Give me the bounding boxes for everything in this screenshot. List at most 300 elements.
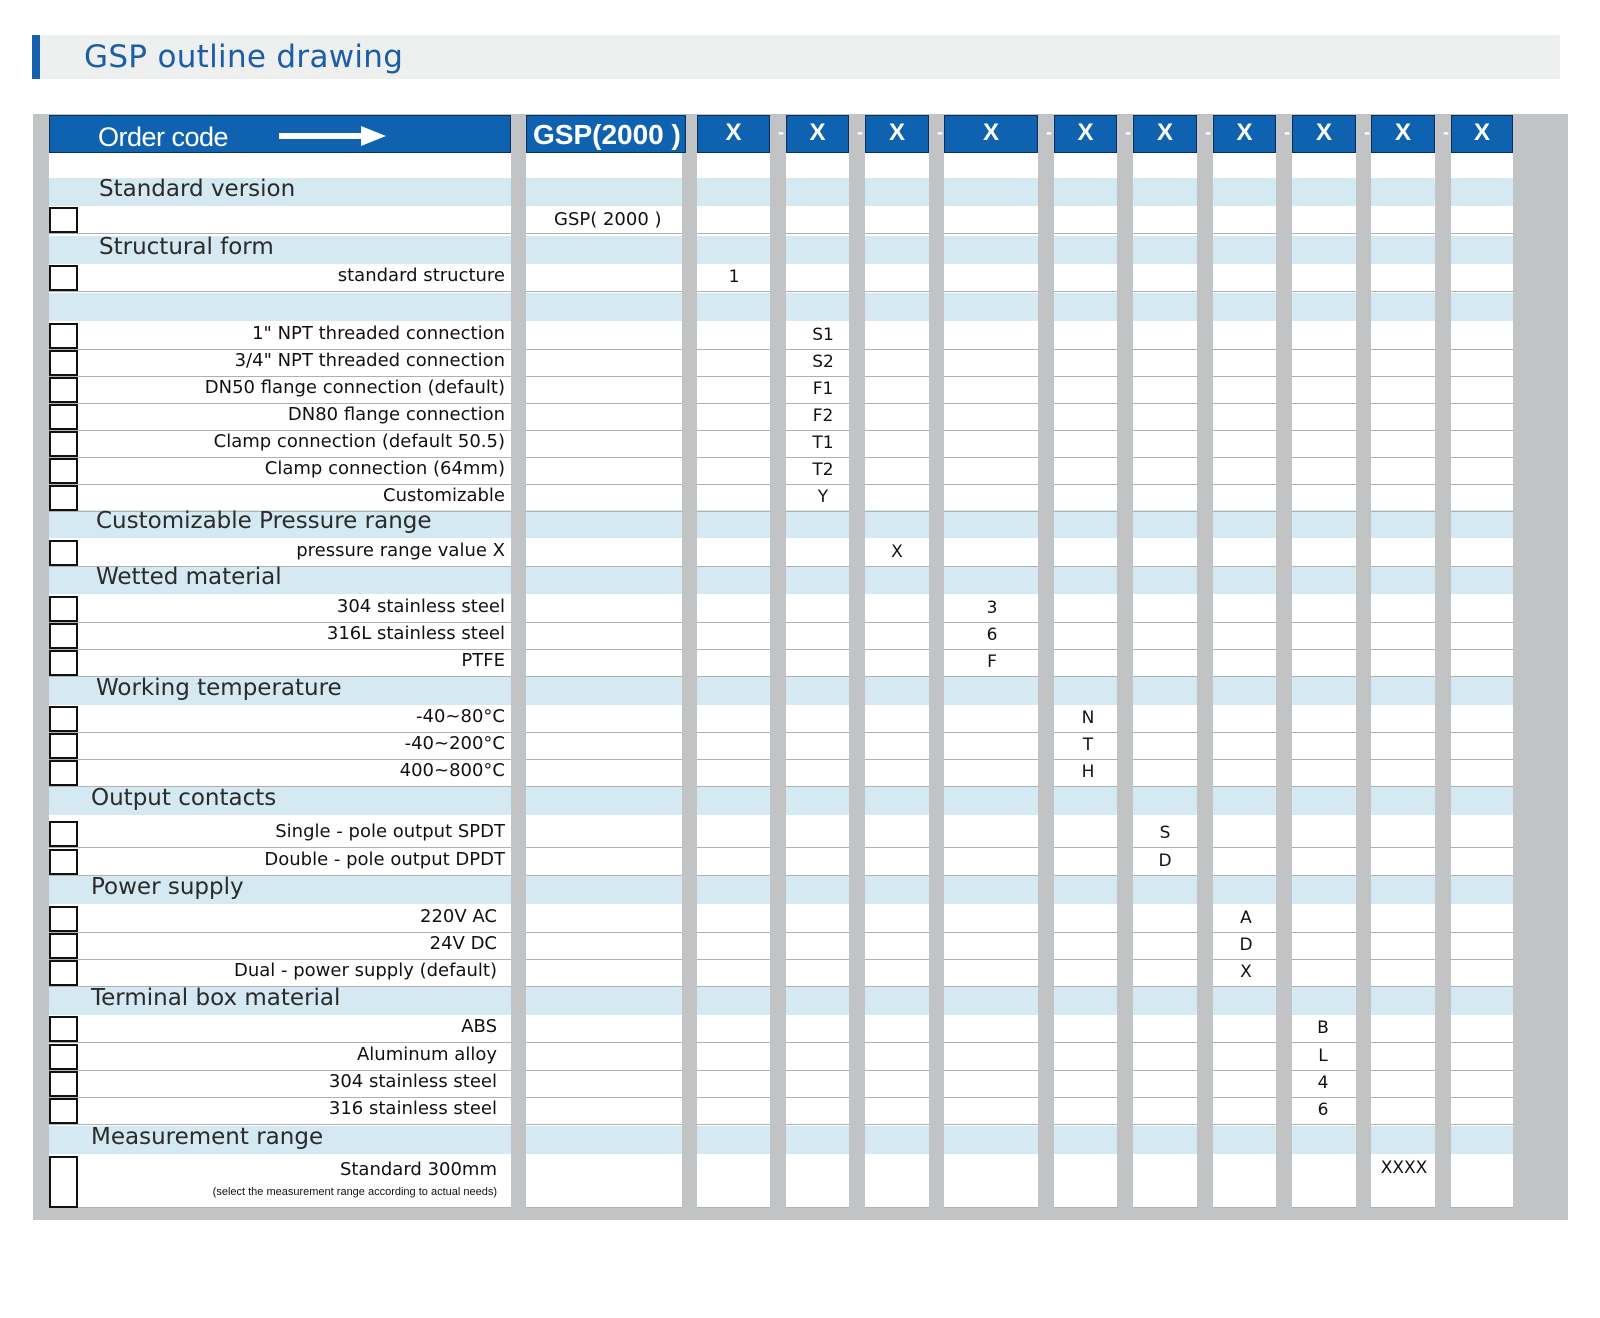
row-divider: [1054, 1124, 1117, 1125]
row-divider: [526, 511, 682, 512]
section-band: [865, 1126, 929, 1154]
row-divider: [1133, 403, 1197, 404]
row-divider: [944, 457, 1038, 458]
section-band: [1451, 677, 1513, 705]
code-slot-x: X: [1473, 119, 1490, 146]
row-divider: [1133, 484, 1197, 485]
section-band: [1213, 987, 1276, 1015]
option-label: Customizable: [383, 485, 505, 506]
row-divider: [786, 1207, 849, 1208]
row-divider: [697, 349, 770, 350]
section-band: [1371, 876, 1435, 904]
section-band: [865, 178, 929, 206]
section-band: [1054, 677, 1117, 705]
section-band: [697, 987, 770, 1015]
row-divider: [786, 349, 849, 350]
section-band: [1371, 510, 1435, 538]
section-band: [697, 787, 770, 815]
section-band: [786, 787, 849, 815]
option-checkbox[interactable]: [49, 377, 78, 403]
section-band: [865, 236, 929, 264]
section-title: Measurement range: [91, 1124, 324, 1150]
row-divider: [944, 511, 1038, 512]
option-checkbox[interactable]: [49, 540, 78, 566]
row-divider: [1292, 875, 1356, 876]
option-code: S: [1159, 823, 1171, 843]
row-divider: [1133, 349, 1197, 350]
row-divider: [1213, 349, 1276, 350]
row-divider: [1371, 430, 1435, 431]
row-divider: [1292, 1042, 1356, 1043]
section-band: [1133, 787, 1197, 815]
row-divider: [1133, 430, 1197, 431]
section-band: [1371, 566, 1435, 594]
option-checkbox[interactable]: [49, 265, 78, 291]
row-divider: [1451, 932, 1513, 933]
section-band: [1292, 178, 1356, 206]
option-code: F2: [812, 406, 834, 426]
option-label: 304 stainless steel: [336, 596, 505, 617]
row-divider: [1054, 732, 1117, 733]
section-band: [1054, 876, 1117, 904]
row-divider: [49, 1207, 511, 1208]
row-divider: [1133, 786, 1197, 787]
section-band: [1292, 987, 1356, 1015]
section-band: [697, 510, 770, 538]
row-divider: [865, 430, 929, 431]
row-divider: [1292, 932, 1356, 933]
row-divider: [944, 732, 1038, 733]
row-divider: [1054, 759, 1117, 760]
row-divider: [1292, 1207, 1356, 1208]
row-divider: [1054, 622, 1117, 623]
option-label: PTFE: [461, 650, 505, 671]
option-checkbox[interactable]: [49, 1044, 78, 1070]
row-divider: [865, 1124, 929, 1125]
option-checkbox[interactable]: [49, 404, 78, 430]
section-band: [1371, 236, 1435, 264]
section-band: [697, 178, 770, 206]
row-divider: [697, 484, 770, 485]
row-divider: [1054, 932, 1117, 933]
row-divider: [697, 649, 770, 650]
row-divider: [865, 1070, 929, 1071]
row-divider: [1054, 959, 1117, 960]
section-band: [1054, 178, 1117, 206]
row-divider: [1133, 732, 1197, 733]
row-divider: [1133, 959, 1197, 960]
code-slot-header: [786, 115, 849, 153]
section-title: Standard version: [99, 176, 296, 202]
row-divider: [1213, 732, 1276, 733]
row-divider: [1054, 457, 1117, 458]
option-label: Dual - power supply (default): [234, 960, 497, 981]
option-checkbox[interactable]: [49, 650, 78, 676]
row-divider: [944, 233, 1038, 234]
option-checkbox[interactable]: [49, 760, 78, 786]
row-divider: [1371, 1097, 1435, 1098]
row-divider: [526, 932, 682, 933]
row-divider: [526, 676, 682, 677]
row-divider: [1371, 1070, 1435, 1071]
row-divider: [1371, 1124, 1435, 1125]
row-divider: [1133, 1070, 1197, 1071]
code-slot-x: X: [1394, 119, 1411, 146]
section-band: [786, 566, 849, 594]
row-divider: [526, 349, 682, 350]
code-slot-x: X: [888, 119, 905, 146]
row-divider: [1451, 959, 1513, 960]
section-band: [1054, 1126, 1117, 1154]
option-code: H: [1081, 762, 1095, 782]
row-divider: [1054, 430, 1117, 431]
row-divider: [786, 457, 849, 458]
option-code: S2: [812, 352, 834, 372]
row-divider: [697, 1070, 770, 1071]
option-checkbox[interactable]: [49, 1156, 78, 1208]
row-divider: [1371, 649, 1435, 650]
row-divider: [865, 847, 929, 848]
row-divider: [944, 403, 1038, 404]
row-divider: [1371, 457, 1435, 458]
row-divider: [865, 759, 929, 760]
row-divider: [526, 622, 682, 623]
section-band: [1213, 510, 1276, 538]
row-divider: [1371, 986, 1435, 987]
section-band: [1054, 510, 1117, 538]
row-divider: [526, 457, 682, 458]
code-separator: -: [1284, 122, 1290, 142]
row-divider: [1371, 875, 1435, 876]
section-band: [944, 510, 1038, 538]
row-divider: [944, 1070, 1038, 1071]
row-divider: [786, 484, 849, 485]
row-divider: [865, 349, 929, 350]
section-band: [786, 876, 849, 904]
row-divider: [1451, 403, 1513, 404]
option-checkbox[interactable]: [49, 458, 78, 484]
row-divider: [1133, 676, 1197, 677]
row-divider: [526, 484, 682, 485]
section-band: [786, 987, 849, 1015]
row-divider: [1213, 291, 1276, 292]
option-label: Standard 300mm: [339, 1159, 497, 1180]
code-separator: -: [1125, 122, 1131, 142]
row-divider: [526, 875, 682, 876]
row-divider: [1371, 403, 1435, 404]
section-title: Terminal box material: [91, 985, 341, 1011]
option-label: Clamp connection (default 50.5): [213, 431, 505, 452]
section-band: [1133, 987, 1197, 1015]
section-band: [1133, 677, 1197, 705]
row-divider: [1213, 457, 1276, 458]
option-checkbox[interactable]: [49, 323, 78, 349]
row-divider: [1133, 376, 1197, 377]
section-band: [786, 1126, 849, 1154]
row-divider: [526, 430, 682, 431]
row-divider: [526, 786, 682, 787]
row-divider: [786, 1124, 849, 1125]
row-divider: [697, 566, 770, 567]
option-label: ABS: [461, 1016, 497, 1037]
row-divider: [1371, 759, 1435, 760]
option-code: A: [1240, 908, 1252, 928]
code-slot-header: [1133, 115, 1197, 153]
option-code: 6: [986, 625, 998, 645]
option-checkbox[interactable]: [49, 596, 78, 622]
option-checkbox[interactable]: [49, 1016, 78, 1042]
option-code: T2: [812, 460, 834, 480]
section-band: [49, 293, 511, 321]
section-band: [1451, 987, 1513, 1015]
option-code: S1: [812, 325, 834, 345]
section-band: [526, 566, 682, 594]
section-band: [1133, 178, 1197, 206]
section-band: [1292, 1126, 1356, 1154]
row-divider: [786, 1070, 849, 1071]
section-band: [1133, 876, 1197, 904]
option-checkbox[interactable]: [49, 849, 78, 875]
code-slot-x: X: [725, 119, 742, 146]
section-band: [944, 236, 1038, 264]
option-label: 400~800°C: [399, 760, 505, 781]
row-divider: [1292, 1070, 1356, 1071]
code-slot-header: [1451, 115, 1513, 153]
option-code: 1: [728, 267, 740, 287]
row-divider: [697, 959, 770, 960]
row-divider: [944, 932, 1038, 933]
row-divider: [1213, 959, 1276, 960]
row-divider: [1292, 622, 1356, 623]
section-band: [786, 293, 849, 321]
code-slot-x: X: [1156, 119, 1173, 146]
option-note: (select the measurement range according to actual needs): [212, 1186, 497, 1198]
option-code: GSP( 2000 ): [554, 209, 662, 230]
row-divider: [1054, 1097, 1117, 1098]
arrow-right-icon: [279, 125, 387, 147]
section-band: [1451, 178, 1513, 206]
row-divider: [1054, 847, 1117, 848]
code-slot-header: [865, 115, 929, 153]
code-slot-header: [1054, 115, 1117, 153]
row-divider: [786, 622, 849, 623]
section-band: [865, 510, 929, 538]
row-divider: [865, 233, 929, 234]
row-divider: [526, 847, 682, 848]
row-divider: [786, 1042, 849, 1043]
option-checkbox[interactable]: [49, 1071, 78, 1097]
row-divider: [1054, 403, 1117, 404]
row-divider: [1213, 511, 1276, 512]
row-divider: [1133, 759, 1197, 760]
section-band: [1054, 987, 1117, 1015]
section-band: [1371, 1126, 1435, 1154]
row-divider: [865, 291, 929, 292]
page-title: GSP outline drawing: [84, 39, 404, 75]
row-divider: [526, 732, 682, 733]
code-slot-header: [1213, 115, 1276, 153]
section-band: [1451, 293, 1513, 321]
option-checkbox[interactable]: [49, 350, 78, 376]
row-divider: [1371, 484, 1435, 485]
order-code-header: [49, 115, 511, 153]
row-divider: [697, 233, 770, 234]
row-divider: [49, 291, 511, 292]
option-code: B: [1317, 1018, 1329, 1038]
row-divider: [1133, 457, 1197, 458]
row-divider: [1451, 759, 1513, 760]
section-band: [1451, 566, 1513, 594]
row-divider: [526, 1070, 682, 1071]
option-label: 3/4" NPT threaded connection: [234, 350, 505, 371]
row-divider: [1451, 511, 1513, 512]
row-divider: [944, 959, 1038, 960]
section-band: [1371, 787, 1435, 815]
row-divider: [1292, 847, 1356, 848]
section-band: [944, 987, 1038, 1015]
row-divider: [49, 847, 511, 848]
option-code: X: [1240, 962, 1252, 982]
row-divider: [1054, 649, 1117, 650]
option-checkbox[interactable]: [49, 933, 78, 959]
section-band: [697, 677, 770, 705]
row-divider: [944, 349, 1038, 350]
section-band: [1451, 236, 1513, 264]
option-checkbox[interactable]: [49, 706, 78, 732]
option-checkbox[interactable]: [49, 207, 78, 233]
row-divider: [1213, 233, 1276, 234]
row-divider: [1213, 676, 1276, 677]
code-separator: -: [937, 122, 943, 142]
row-divider: [1292, 676, 1356, 677]
section-band: [526, 510, 682, 538]
row-divider: [697, 1042, 770, 1043]
row-divider: [1213, 986, 1276, 987]
option-checkbox[interactable]: [49, 485, 78, 511]
row-divider: [786, 676, 849, 677]
row-divider: [697, 376, 770, 377]
section-band: [786, 178, 849, 206]
option-checkbox[interactable]: [49, 821, 78, 847]
code-slot-x: X: [1315, 119, 1332, 146]
row-divider: [865, 457, 929, 458]
row-divider: [1292, 986, 1356, 987]
row-divider: [526, 959, 682, 960]
row-divider: [1292, 457, 1356, 458]
option-checkbox[interactable]: [49, 1098, 78, 1124]
row-divider: [1371, 376, 1435, 377]
option-code: XXXX: [1380, 1158, 1428, 1178]
row-divider: [1213, 1097, 1276, 1098]
row-divider: [697, 732, 770, 733]
row-divider: [1451, 732, 1513, 733]
row-divider: [1451, 376, 1513, 377]
code-slot-header: [944, 115, 1038, 153]
option-checkbox[interactable]: [49, 733, 78, 759]
option-checkbox[interactable]: [49, 623, 78, 649]
row-divider: [1213, 403, 1276, 404]
section-band: [1213, 677, 1276, 705]
code-slot-x: X: [982, 119, 999, 146]
row-divider: [697, 932, 770, 933]
row-divider: [1054, 986, 1117, 987]
code-slot-header: [1371, 115, 1435, 153]
section-band: [526, 236, 682, 264]
title-band: [32, 35, 1560, 79]
option-label: Single - pole output SPDT: [275, 821, 505, 842]
section-band: [944, 1126, 1038, 1154]
row-divider: [865, 1207, 929, 1208]
code-separator: -: [778, 122, 784, 142]
row-divider: [1133, 1097, 1197, 1098]
option-code: F1: [812, 379, 834, 399]
row-divider: [1292, 233, 1356, 234]
section-band: [697, 566, 770, 594]
section-title: Customizable Pressure range: [96, 508, 432, 534]
option-checkbox[interactable]: [49, 431, 78, 457]
section-band: [1371, 987, 1435, 1015]
row-divider: [697, 1207, 770, 1208]
section-band: [944, 677, 1038, 705]
row-divider: [944, 649, 1038, 650]
row-divider: [1054, 1042, 1117, 1043]
row-divider: [865, 484, 929, 485]
row-divider: [865, 676, 929, 677]
section-band: [944, 293, 1038, 321]
section-band: [526, 178, 682, 206]
row-divider: [1133, 291, 1197, 292]
option-code: F: [987, 652, 997, 672]
section-band: [1054, 566, 1117, 594]
option-code: L: [1318, 1046, 1328, 1066]
section-band: [865, 293, 929, 321]
row-divider: [1292, 1124, 1356, 1125]
section-band: [526, 876, 682, 904]
row-divider: [944, 847, 1038, 848]
code-slot-x: X: [809, 119, 826, 146]
row-divider: [1451, 676, 1513, 677]
section-band: [526, 293, 682, 321]
section-band: [1371, 293, 1435, 321]
row-divider: [1054, 786, 1117, 787]
option-code: D: [1158, 851, 1172, 871]
option-checkbox[interactable]: [49, 906, 78, 932]
row-divider: [1054, 1207, 1117, 1208]
option-label: 220V AC: [420, 906, 497, 927]
row-divider: [1371, 622, 1435, 623]
row-divider: [526, 403, 682, 404]
row-divider: [786, 1097, 849, 1098]
section-band: [1292, 566, 1356, 594]
row-divider: [1133, 1124, 1197, 1125]
row-divider: [865, 959, 929, 960]
option-label: 24V DC: [429, 933, 497, 954]
row-divider: [786, 376, 849, 377]
row-divider: [786, 786, 849, 787]
section-band: [1213, 566, 1276, 594]
option-label: DN80 flange connection: [287, 404, 505, 425]
row-divider: [1213, 1042, 1276, 1043]
option-checkbox[interactable]: [49, 960, 78, 986]
row-divider: [526, 376, 682, 377]
row-divider: [786, 649, 849, 650]
option-label: Aluminum alloy: [356, 1044, 497, 1065]
row-divider: [1292, 484, 1356, 485]
option-code: T: [1082, 735, 1094, 755]
section-band: [1292, 677, 1356, 705]
section-band: [865, 787, 929, 815]
section-band: [1292, 510, 1356, 538]
